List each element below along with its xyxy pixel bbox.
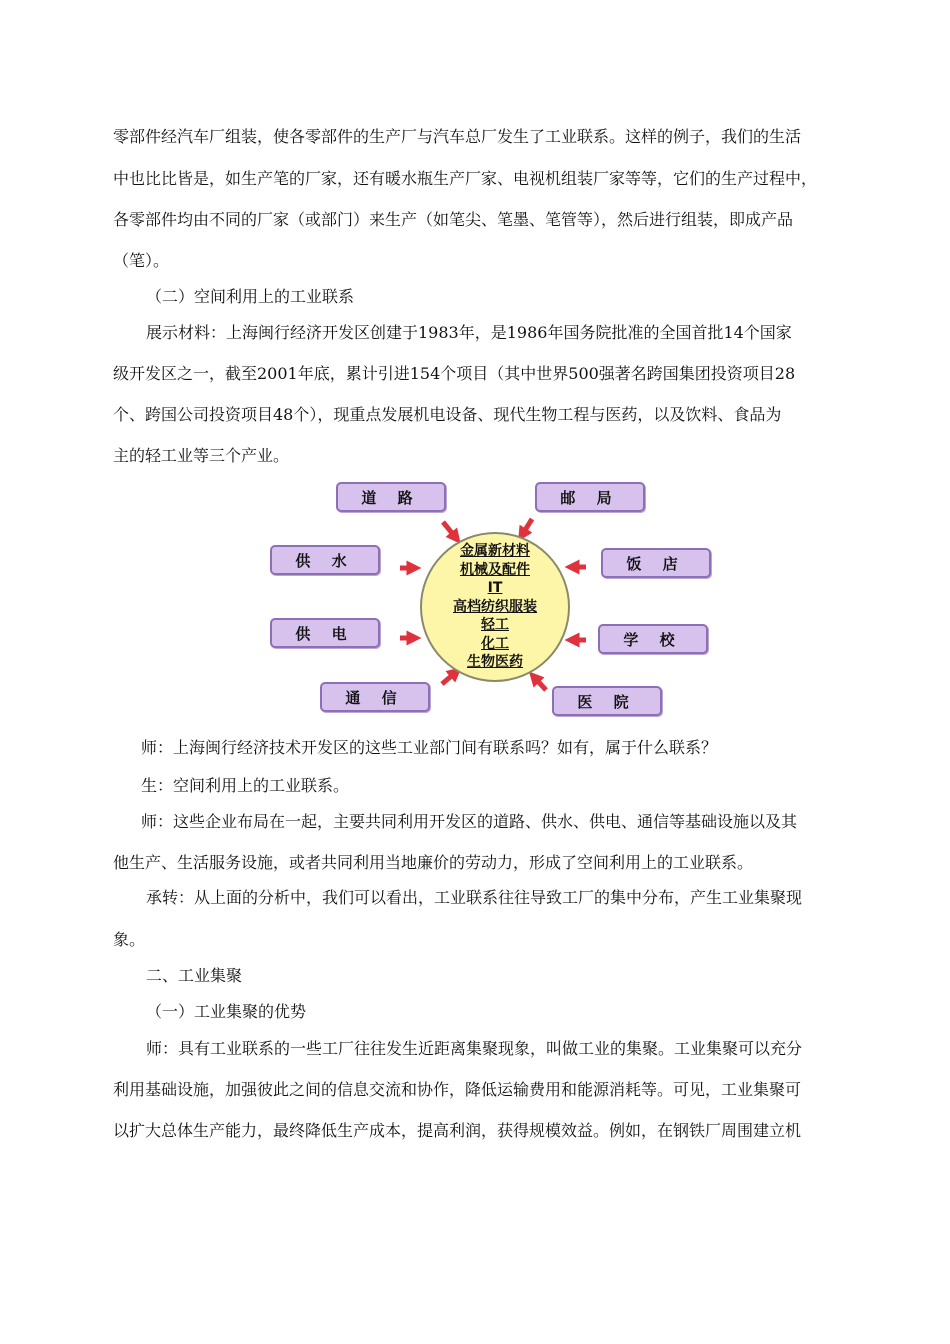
box-water: 供 水: [270, 545, 380, 575]
industry-label: 生物医药: [467, 654, 523, 671]
dialogue-line: 师：这些企业布局在一起，主要共同利用开发区的道路、供水、供电、通信等基础设施以及其: [141, 812, 798, 831]
box-telecom: 通 信: [320, 682, 430, 712]
industry-label: 轻工: [481, 617, 509, 634]
text-line: 象。: [113, 930, 146, 949]
text-line: 以扩大总体生产能力，最终降低生产成本，提高利润，获得规模效益。例如，在钢铁厂周围建立机: [113, 1121, 802, 1140]
subsection-heading: （一）工业集聚的优势: [146, 1002, 307, 1021]
text-line: 级开发区之一，截至2001年底，累计引进154个项目（其中世界500强著名跨国集团投资项目28: [113, 364, 796, 383]
industry-label: IT: [487, 580, 503, 597]
box-power: 供 电: [270, 618, 380, 648]
text-line: 零部件经汽车厂组装，使各零部件的生产厂与汽车总厂发生了工业联系。这样的例子，我们的生活: [113, 127, 802, 146]
arrow-post: [522, 519, 532, 535]
box-restaurant: 饭 店: [601, 548, 711, 578]
industry-label: 高档纺织服装: [453, 598, 537, 615]
section-heading: 二、工业集聚: [146, 966, 243, 985]
industry-label: 机械及配件: [460, 561, 530, 578]
text-line: 展示材料：上海闽行经济开发区创建于1983年，是1986年国务院批准的全国首批14个国家: [146, 323, 792, 342]
text-line: 中也比比皆是，如生产笔的厂家，还有暖水瓶生产厂家、电视机组装厂家等等，它们的生产过程中，: [113, 169, 818, 188]
text-line: （笔）。: [113, 251, 170, 270]
dialogue-line: 生：空间利用上的工业联系。: [141, 776, 350, 795]
box-road: 道 路: [336, 482, 446, 512]
dialogue-line: 师：上海闽行经济技术开发区的这些工业部门间有联系吗？如有，属于什么联系？: [141, 738, 718, 757]
arrow-hospital: [534, 677, 546, 690]
text-line: 个、跨国公司投资项目48个），现重点发展机电设备、现代生物工程与医药，以及饮料、食品为: [113, 405, 782, 424]
arrow-telecom: [442, 672, 456, 684]
industry-label: 金属新材料: [460, 543, 530, 560]
text-line: 他生产、生活服务设施，或者共同利用当地廉价的劳动力，形成了空间利用上的工业联系。: [113, 853, 754, 872]
dialogue-line: 师：具有工业联系的一些工厂往往发生近距离集聚现象，叫做工业的集聚。工业集聚可以充分: [146, 1039, 803, 1058]
industry-cluster-circle: [420, 532, 570, 682]
industry-label: 化工: [481, 635, 509, 652]
text-line: 主的轻工业等三个产业。: [113, 446, 290, 465]
text-line: 承转：从上面的分析中，我们可以看出，工业联系往往导致工厂的集中分布，产生工业集聚现: [146, 888, 803, 907]
text-line: 利用基础设施，加强彼此之间的信息交流和协作，降低运输费用和能源消耗等。可见，工业集聚可: [113, 1080, 802, 1099]
box-school: 学 校: [598, 624, 708, 654]
box-hospital: 医 院: [552, 686, 662, 716]
box-post: 邮 局: [535, 482, 645, 512]
text-line: 各零部件均由不同的厂家（或部门）来生产（如笔尖、笔墨、笔管等），然后进行组装，即成产品: [113, 210, 794, 229]
arrow-road: [443, 522, 456, 538]
section-heading: （二）空间利用上的工业联系: [146, 287, 355, 306]
